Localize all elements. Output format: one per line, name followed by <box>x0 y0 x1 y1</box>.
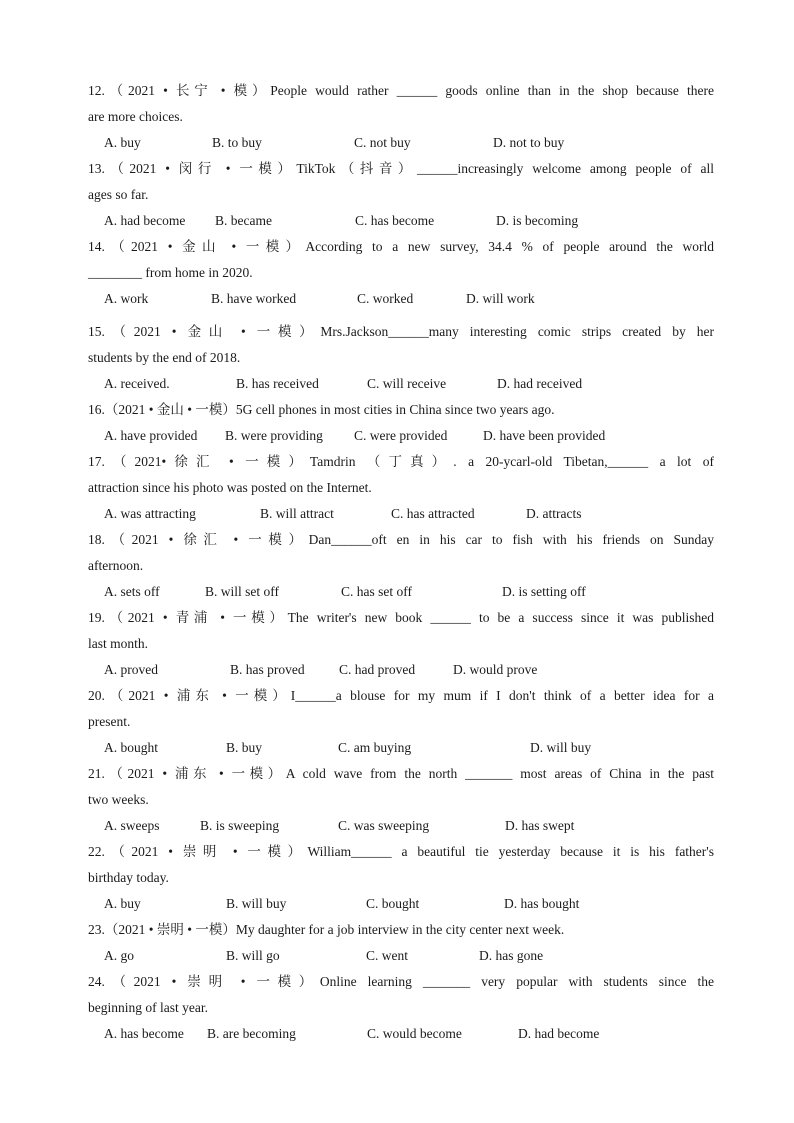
question-15-options <box>104 371 714 397</box>
option-b: B. have worked <box>211 291 297 306</box>
option-d: D. has gone <box>479 948 544 963</box>
option-a: A. buy <box>104 896 141 911</box>
option-a: A. has become <box>104 1026 184 1041</box>
option-d: D. is setting off <box>502 584 586 599</box>
option-b: B. buy <box>226 740 263 755</box>
question-13-options <box>104 208 714 234</box>
option-d: D. not to buy <box>493 135 565 150</box>
option-a: A. had become <box>104 213 186 228</box>
question-18-line-1: 18.（2021 • 徐汇 • 一模）Dan______oft en in his car to fish with his friends on Sunday <box>88 532 714 547</box>
question-22-line-1: 22.（2021 • 崇明 • 一模）William______ a beautiful tie yesterday because it is his father's <box>88 844 714 859</box>
question-18-options <box>104 579 714 605</box>
option-b: B. are becoming <box>207 1026 296 1041</box>
option-d: D. has bought <box>504 896 580 911</box>
option-b: B. has proved <box>230 662 305 677</box>
question-20-line-1: 20.（2021 • 浦东 • 一模）I______a blouse for my mum if I don't think of a better idea for a <box>88 688 714 703</box>
question-17-options <box>104 501 714 527</box>
option-c: C. not buy <box>354 135 411 150</box>
question-18-line-2: afternoon. <box>88 558 144 573</box>
option-a: A. sweeps <box>104 818 160 833</box>
question-17-line-1: 17.（2021•徐汇 • 一模）Tamdrin （丁真）. a 20-ycarl-old Tibetan,______ a lot of <box>88 454 714 469</box>
option-c: C. has attracted <box>391 506 475 521</box>
option-d: D. had become <box>518 1026 600 1041</box>
option-c: C. had proved <box>339 662 416 677</box>
option-b: B. will buy <box>226 896 287 911</box>
option-c: C. will receive <box>367 376 447 391</box>
question-14-line-1: 14.（2021 • 金山 • 一模）According to a new survey, 34.4 % of people around the world <box>88 239 714 254</box>
option-d: D. is becoming <box>496 213 579 228</box>
option-a: A. work <box>104 291 149 306</box>
option-c: C. were provided <box>354 428 448 443</box>
question-22-options <box>104 891 714 917</box>
option-a: A. proved <box>104 662 158 677</box>
option-d: D. had received <box>497 376 583 391</box>
question-12-line-1: 12.（2021 • 长宁 • 模）People would rather ______ goods online than in the shop because there <box>88 83 714 98</box>
question-15-line-1: 15.（2021 • 金山 • 一模）Mrs.Jackson______many interesting comic strips created by her <box>88 324 714 339</box>
option-a: A. buy <box>104 135 141 150</box>
question-19-options <box>104 657 714 683</box>
option-a: A. have provided <box>104 428 198 443</box>
option-b: B. will go <box>226 948 280 963</box>
option-c: C. am buying <box>338 740 412 755</box>
option-c: C. was sweeping <box>338 818 430 833</box>
option-c: C. would become <box>367 1026 462 1041</box>
option-d: D. will buy <box>530 740 592 755</box>
option-b: B. is sweeping <box>200 818 280 833</box>
option-b: B. became <box>215 213 272 228</box>
option-b: B. will set off <box>205 584 279 599</box>
option-a: A. received. <box>104 376 170 391</box>
option-a: A. go <box>104 948 134 963</box>
question-22-line-2: birthday today. <box>88 870 169 885</box>
question-24-line-2: beginning of last year. <box>88 1000 208 1015</box>
question-12-line-2: are more choices. <box>88 109 183 124</box>
option-c: C. has set off <box>341 584 412 599</box>
option-c: C. worked <box>357 291 414 306</box>
question-20-line-2: present. <box>88 714 131 729</box>
question-20-options <box>104 735 714 761</box>
question-12-options <box>104 130 714 156</box>
option-c: C. has become <box>355 213 435 228</box>
option-d: D. have been provided <box>483 428 606 443</box>
question-16-line-1: 16.（2021 • 金山 • 一模）5G cell phones in most cities in China since two years ago. <box>88 402 555 417</box>
question-23-line-1: 23.（2021 • 崇明 • 一模）My daughter for a job interview in the city center next week. <box>88 922 565 937</box>
question-21-line-2: two weeks. <box>88 792 149 807</box>
option-a: A. sets off <box>104 584 160 599</box>
question-21-line-1: 21.（2021 • 浦东 • 一模）A cold wave from the north _______ most areas of China in the past <box>88 766 714 781</box>
option-d: D. would prove <box>453 662 538 677</box>
option-d: D. will work <box>466 291 535 306</box>
option-b: B. will attract <box>260 506 334 521</box>
option-d: D. attracts <box>526 506 582 521</box>
question-13-line-1: 13.（2021 • 闵行 • 一模）TikTok（抖音）______increasingly welcome among people of all <box>88 161 714 176</box>
question-17-line-2: attraction since his photo was posted on the Internet. <box>88 480 372 495</box>
question-15-line-2: students by the end of 2018. <box>88 350 241 365</box>
option-b: B. were providing <box>225 428 323 443</box>
option-b: B. has received <box>236 376 319 391</box>
question-24-line-1: 24.（2021 • 崇明 • 一模）Online learning _______ very popular with students since the <box>88 974 714 989</box>
question-14-line-2: ________ from home in 2020. <box>88 265 253 280</box>
question-16-options <box>104 423 714 449</box>
question-21-options <box>104 813 714 839</box>
question-19-line-2: last month. <box>88 636 148 651</box>
question-19-line-1: 19.（2021 • 青浦 • 一模）The writer's new book ______ to be a success since it was published <box>88 610 714 625</box>
option-c: C. went <box>366 948 408 963</box>
question-23-options <box>104 943 714 969</box>
option-d: D. has swept <box>505 818 575 833</box>
option-c: C. bought <box>366 896 420 911</box>
option-a: A. bought <box>104 740 158 755</box>
question-24-options <box>104 1021 714 1047</box>
option-a: A. was attracting <box>104 506 196 521</box>
option-b: B. to buy <box>212 135 262 150</box>
question-13-line-2: ages so far. <box>88 187 149 202</box>
question-14-options <box>104 286 714 312</box>
